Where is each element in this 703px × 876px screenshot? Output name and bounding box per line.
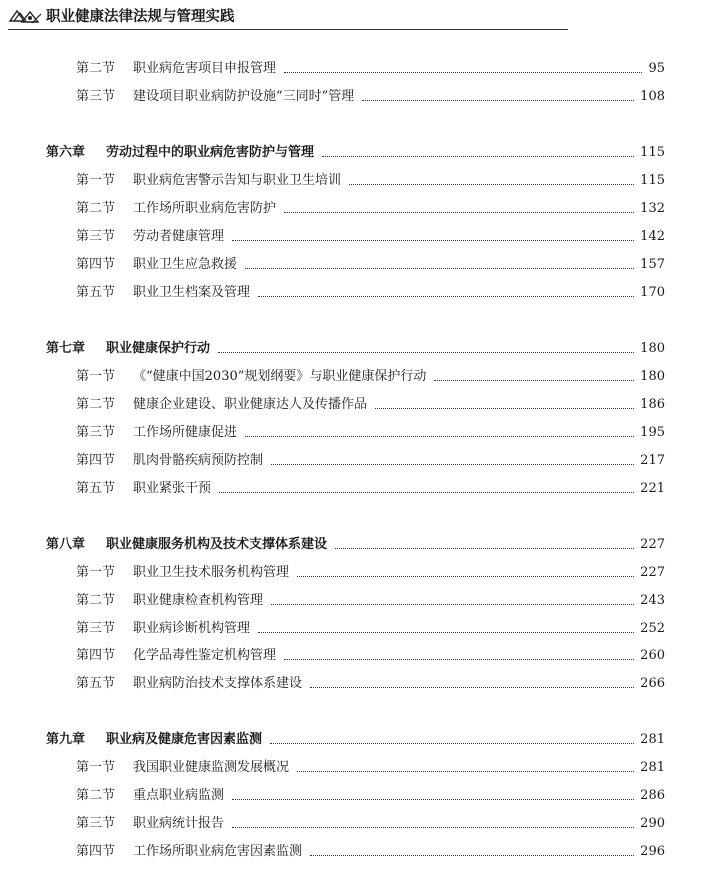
toc-leader-dots: [310, 687, 634, 688]
toc-entry-number: 第三节: [76, 425, 116, 440]
toc-leader-dots: [434, 380, 634, 381]
toc-entry-number: 第九章: [46, 732, 86, 747]
toc-page-number: 260: [640, 648, 665, 663]
toc-page-number: 252: [640, 621, 665, 636]
toc-leader-dots: [271, 464, 634, 465]
toc-page-number: 266: [640, 676, 665, 691]
toc-chapter-entry[interactable]: [0, 534, 703, 556]
toc-entry-number: 第三节: [76, 229, 116, 244]
toc-entry-number: 第二节: [76, 397, 116, 412]
toc-leader-dots: [232, 827, 634, 828]
toc-entry-number: 第二节: [76, 201, 116, 216]
toc-page-number: 195: [640, 425, 665, 440]
toc-entry-number: 第四节: [76, 453, 116, 468]
toc-page-number: 186: [640, 397, 665, 412]
toc-entry-number: 第二节: [76, 788, 116, 803]
toc-entry-title: 职业健康保护行动: [106, 341, 211, 356]
toc-page-number: 115: [640, 145, 665, 160]
toc-section-entry[interactable]: [0, 590, 703, 612]
toc-entry-title: 工作场所职业病危害因素监测: [133, 844, 303, 859]
toc-leader-dots: [335, 548, 634, 549]
toc-leader-dots: [258, 632, 634, 633]
toc-page-number: 170: [640, 285, 665, 300]
toc-entry-number: 第二节: [76, 593, 116, 608]
toc-page-number: 108: [640, 89, 665, 104]
toc-entry-number: 第四节: [76, 257, 116, 272]
toc-page-number: 243: [640, 593, 665, 608]
toc-page-number: 286: [640, 788, 665, 803]
toc-section-entry[interactable]: [0, 757, 703, 779]
toc-entry-title: 劳动者健康管理: [133, 229, 225, 244]
toc-entry-title: 职业卫生档案及管理: [133, 285, 251, 300]
toc-entry-title: 职业病防治技术支撑体系建设: [133, 676, 303, 691]
toc-page-number: 221: [640, 481, 665, 496]
toc-section-entry[interactable]: [0, 785, 703, 807]
toc-section-entry[interactable]: [0, 673, 703, 695]
toc-section-entry[interactable]: [0, 170, 703, 192]
toc-section-entry[interactable]: [0, 841, 703, 863]
toc-entry-number: 第一节: [76, 173, 116, 188]
toc-page-number: 132: [640, 201, 665, 216]
toc-entry-title: 健康企业建设、职业健康达人及传播作品: [133, 397, 368, 412]
toc-entry-title: 职业病危害警示告知与职业卫生培训: [133, 173, 342, 188]
toc-leader-dots: [232, 240, 634, 241]
header-rule: [8, 29, 568, 30]
toc-leader-dots: [271, 604, 634, 605]
toc-entry-title: 劳动过程中的职业病危害防护与管理: [106, 145, 315, 160]
toc-section-entry[interactable]: [0, 366, 703, 388]
toc-entry-title: 工作场所职业病危害防护: [133, 201, 277, 216]
toc-entry-number: 第三节: [76, 621, 116, 636]
toc-leader-dots: [245, 436, 634, 437]
toc-chapter-entry[interactable]: [0, 142, 703, 164]
running-header: [8, 4, 568, 30]
toc-section-entry[interactable]: [0, 562, 703, 584]
toc-page-number: 227: [640, 565, 665, 580]
toc-leader-dots: [245, 268, 634, 269]
toc-leader-dots: [232, 799, 634, 800]
toc-page-number: 217: [640, 453, 665, 468]
toc-entry-title: 职业病及健康危害因素监测: [106, 732, 263, 747]
toc-entry-title: 重点职业病监测: [133, 788, 225, 803]
toc-entry-title: 职业病诊断机构管理: [133, 621, 251, 636]
toc-entry-number: 第三节: [76, 816, 116, 831]
toc-entry-title: 职业卫生技术服务机构管理: [133, 565, 290, 580]
toc-leader-dots: [322, 156, 634, 157]
toc-entry-number: 第一节: [76, 760, 116, 775]
toc-entry-title: 职业卫生应急救援: [133, 257, 238, 272]
toc-section-entry[interactable]: [0, 813, 703, 835]
toc-entry-number: 第五节: [76, 481, 116, 496]
toc-entry-number: 第四节: [76, 844, 116, 859]
toc-chapter-entry[interactable]: [0, 729, 703, 751]
toc-entry-title: 肌肉骨骼疾病预防控制: [133, 453, 264, 468]
toc-leader-dots: [375, 408, 634, 409]
toc-page-number: 142: [640, 229, 665, 244]
toc-leader-dots: [270, 743, 634, 744]
header-title: 职业健康法律法规与管理实践: [46, 9, 235, 25]
toc-leader-dots: [297, 771, 634, 772]
toc-entry-number: 第五节: [76, 285, 116, 300]
toc-entry-title: 化学品毒性鉴定机构管理: [133, 648, 277, 663]
toc-entry-number: 第七章: [46, 341, 86, 356]
toc-entry-title: 我国职业健康监测发展概况: [133, 760, 290, 775]
toc-leader-dots: [297, 576, 634, 577]
toc-leader-dots: [362, 100, 634, 101]
toc-entry-number: 第一节: [76, 565, 116, 580]
toc-entry-title: 职业健康服务机构及技术支撑体系建设: [106, 537, 328, 552]
toc-section-entry[interactable]: [0, 198, 703, 220]
toc-leader-dots: [258, 296, 634, 297]
toc-leader-dots: [284, 72, 642, 73]
book-logo-icon: [8, 7, 44, 27]
toc-entry-number: 第三节: [76, 89, 116, 104]
toc-page-number: 281: [640, 760, 665, 775]
toc-entry-title: 职业病统计报告: [133, 816, 225, 831]
toc-section-entry[interactable]: [0, 618, 703, 640]
toc-section-entry[interactable]: [0, 450, 703, 472]
toc-section-entry[interactable]: [0, 86, 703, 108]
toc-page-number: 281: [640, 732, 665, 747]
toc-page-number: 290: [640, 816, 665, 831]
toc-page-number: 95: [648, 61, 665, 76]
toc-section-entry[interactable]: [0, 394, 703, 416]
toc-entry-number: 第五节: [76, 676, 116, 691]
toc-page-number: 180: [640, 341, 665, 356]
toc-section-entry[interactable]: [0, 478, 703, 500]
toc-chapter-entry[interactable]: [0, 338, 703, 360]
toc-entry-number: 第二节: [76, 61, 116, 76]
toc-section-entry[interactable]: [0, 645, 703, 667]
toc-leader-dots: [218, 352, 634, 353]
toc-section-entry[interactable]: [0, 58, 703, 80]
toc-entry-number: 第六章: [46, 145, 86, 160]
toc-entry-title: 职业健康检查机构管理: [133, 593, 264, 608]
toc-page-number: 227: [640, 537, 665, 552]
toc-page-number: 180: [640, 369, 665, 384]
toc-entry-title: 职业病危害项目申报管理: [133, 61, 277, 76]
toc-leader-dots: [219, 492, 634, 493]
toc-leader-dots: [284, 212, 634, 213]
toc-section-entry[interactable]: [0, 282, 703, 304]
toc-entry-title: 工作场所健康促进: [133, 425, 238, 440]
toc-page-number: 157: [640, 257, 665, 272]
toc-leader-dots: [349, 184, 634, 185]
toc-section-entry[interactable]: [0, 254, 703, 276]
toc-page-number: 115: [640, 173, 665, 188]
toc-entry-title: 《“健康中国2030”规划纲要》与职业健康保护行动: [133, 369, 427, 384]
toc-entry-number: 第一节: [76, 369, 116, 384]
toc-entry-title: 职业紧张干预: [133, 481, 212, 496]
toc-page-number: 296: [640, 844, 665, 859]
toc-entry-number: 第八章: [46, 537, 86, 552]
toc-section-entry[interactable]: [0, 422, 703, 444]
toc-leader-dots: [310, 855, 634, 856]
toc-leader-dots: [284, 659, 634, 660]
toc-section-entry[interactable]: [0, 226, 703, 248]
toc-entry-number: 第四节: [76, 648, 116, 663]
toc-entry-title: 建设项目职业病防护设施“三同时”管理: [133, 89, 355, 104]
